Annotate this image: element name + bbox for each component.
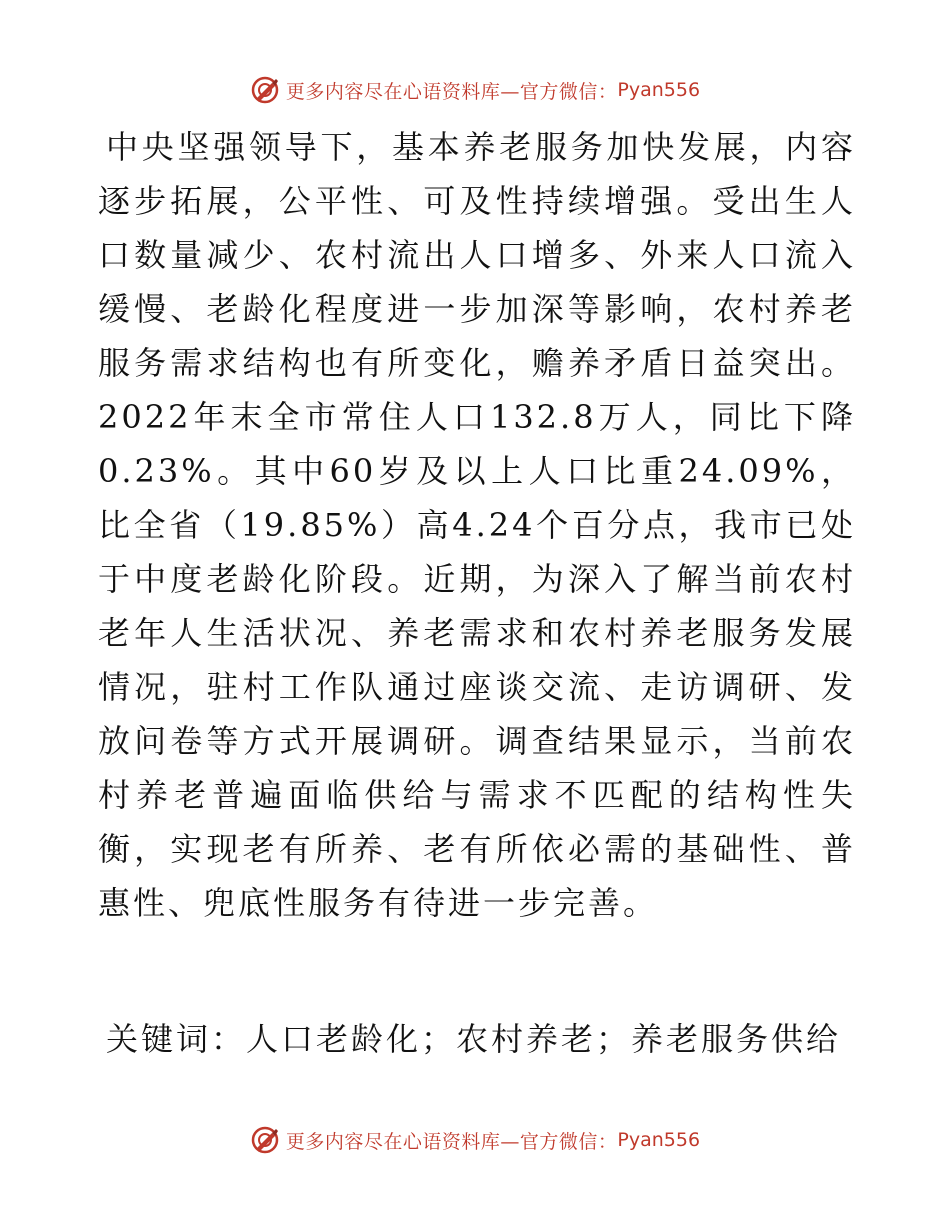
footer-banner-text: 更多内容尽在心语资料库—官方微信： [285, 1130, 618, 1153]
footer-banner [0, 1120, 950, 1160]
keywords-line: 关键词：人口老龄化；农村养老；养老服务供给 [106, 1020, 842, 1058]
header-wechat-id: Pyan556 [617, 79, 701, 101]
body-paragraph: 中央坚强领导下，基本养老服务加快发展，内容逐步拓展，公平性、可及性持续增强。受出生人口数量减少、农村流出人口增多、外来人口流入缓慢、老龄化程度进一步加深等影响，农村养老服务需求结构也有所变化，赡养矛盾日益突出。2022年末全市常住人口132.8万人，同比下降0.23%。其中60岁及以上人口比重24.09%，比全省（19.85%）高4.24个百分点，我市已处于中度老龄化阶段。近期，为深入了解当前农村老年人生活状况、养老需求和农村养老服务发展情况，驻村工作队通过座谈交流、走访调研、发放问卷等方式开展调研。调查结果显示，当前农村养老普遍面临供给与需求不匹配的结构性失衡，实现老有所养、老有所依必需的基础性、普惠性、兜底性服务有待进一步完善。 [98, 128, 856, 922]
header-banner-text: 更多内容尽在心语资料库—官方微信： [285, 80, 618, 103]
pen-logo-icon [250, 75, 280, 105]
pen-logo-icon [250, 1125, 280, 1155]
header-banner [0, 70, 950, 110]
footer-wechat-id: Pyan556 [617, 1129, 701, 1151]
